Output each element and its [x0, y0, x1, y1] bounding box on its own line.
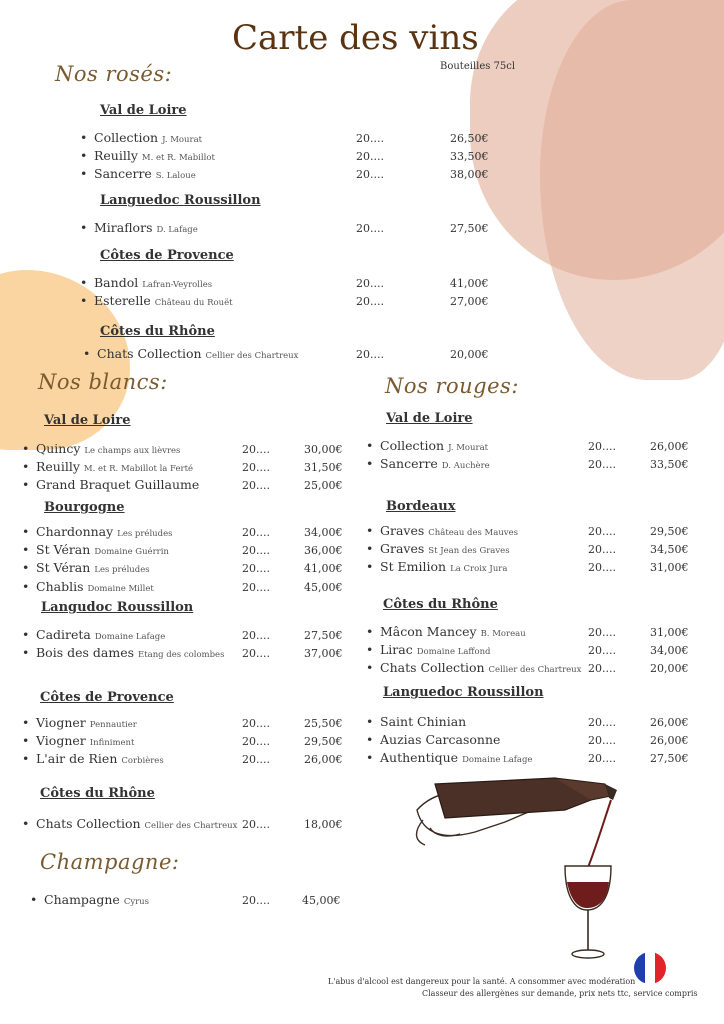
- bullet-icon: •: [22, 715, 30, 730]
- bullet-icon: •: [366, 642, 374, 657]
- bullet-icon: •: [366, 750, 374, 765]
- wine-item: [366, 714, 466, 729]
- bullet-icon: •: [83, 346, 91, 361]
- wine-name: Chablis: [36, 579, 84, 594]
- wine-price: 26,00€: [650, 440, 689, 453]
- french-flag-icon[interactable]: [634, 952, 666, 984]
- wine-price: 36,00€: [304, 544, 343, 557]
- wine-price: 20,00€: [450, 348, 489, 361]
- bullet-icon: •: [80, 130, 88, 145]
- wine-vintage: 20....: [242, 461, 270, 474]
- wine-price: 38,00€: [450, 168, 489, 181]
- wine-item: [80, 130, 202, 145]
- wine-vintage: 20....: [588, 440, 616, 453]
- wine-name: Chats Collection: [36, 816, 141, 831]
- wine-vintage: 20....: [242, 753, 270, 766]
- wine-item: [80, 275, 212, 290]
- wine-producer: Le champs aux lièvres: [84, 446, 181, 456]
- wine-price: 29,50€: [650, 525, 689, 538]
- wine-vintage: 20....: [588, 752, 616, 765]
- wine-vintage: 20....: [588, 525, 616, 538]
- wine-price: 25,50€: [304, 717, 343, 730]
- wine-item: [80, 293, 233, 308]
- wine-name: Champagne: [44, 892, 120, 907]
- wine-vintage: 20....: [242, 629, 270, 642]
- wine-item: [366, 642, 491, 657]
- region-heading: Languedoc Roussillon: [383, 685, 544, 700]
- wine-price: 34,00€: [304, 526, 343, 539]
- wine-producer: Lafran-Veyrolles: [142, 280, 213, 290]
- bullet-icon: •: [30, 892, 38, 907]
- wine-price: 31,00€: [650, 561, 689, 574]
- bullet-icon: •: [80, 275, 88, 290]
- wine-vintage: 20....: [242, 544, 270, 557]
- wine-item: [22, 524, 172, 539]
- wine-vintage: 20....: [242, 894, 270, 907]
- watercolor-splash-pink-2: [540, 0, 724, 380]
- wine-name: St Véran: [36, 560, 91, 575]
- wine-item: [366, 541, 510, 556]
- wine-producer: D. Auchère: [441, 461, 490, 471]
- wine-producer: Cellier des Chartreux: [144, 821, 238, 831]
- wine-item: [22, 542, 169, 557]
- page-title: Carte des vins: [232, 18, 479, 58]
- wine-item: [366, 750, 532, 765]
- flag-red-stripe: [655, 952, 666, 984]
- wine-item: [80, 148, 215, 163]
- wine-producer: Les préludes: [94, 565, 150, 575]
- wine-name: Reuilly: [94, 148, 138, 163]
- bullet-icon: •: [80, 220, 88, 235]
- region-heading: Languedoc Roussillon: [100, 193, 261, 208]
- wine-price: 26,00€: [304, 753, 343, 766]
- bullet-icon: •: [22, 560, 30, 575]
- wine-producer: Domaine Lafage: [94, 632, 166, 642]
- flag-white-stripe: [645, 952, 656, 984]
- wine-price: 27,50€: [650, 752, 689, 765]
- bullet-icon: •: [22, 524, 30, 539]
- wine-vintage: 20....: [356, 168, 384, 181]
- bullet-icon: •: [366, 559, 374, 574]
- wine-vintage: 20....: [588, 644, 616, 657]
- region-heading: Côtes du Rhône: [383, 597, 498, 612]
- wine-vintage: 20....: [242, 647, 270, 660]
- wine-name: Grand Braquet Guillaume: [36, 477, 200, 492]
- wine-producer: S. Laloue: [155, 171, 196, 181]
- wine-producer: D. Lafage: [156, 225, 198, 235]
- bullet-icon: •: [22, 542, 30, 557]
- wine-producer: M. et R. Mabillot la Ferté: [83, 464, 194, 474]
- wine-name: Collection: [380, 438, 445, 453]
- wine-producer: Domaine Laffond: [416, 647, 491, 657]
- wine-name: Sancerre: [94, 166, 152, 181]
- region-heading: Val de Loire: [100, 103, 187, 118]
- wine-name: L'air de Rien: [36, 751, 118, 766]
- wine-price: 26,00€: [650, 716, 689, 729]
- bullet-icon: •: [366, 438, 374, 453]
- wine-name: Mâcon Mancey: [380, 624, 477, 639]
- footer-warning: L'abus d'alcool est dangereux pour la santé. A consommer avec modération: [328, 977, 636, 986]
- wine-vintage: 20....: [588, 543, 616, 556]
- wine-name: Authentique: [380, 750, 459, 765]
- wine-vintage: 20....: [588, 662, 616, 675]
- wine-price: 30,00€: [304, 443, 343, 456]
- wine-producer: J. Mourat: [448, 443, 489, 453]
- wine-name: Chats Collection: [380, 660, 485, 675]
- wine-name: Cadireta: [36, 627, 91, 642]
- wine-vintage: 20....: [356, 277, 384, 290]
- footer-notes: Classeur des allergènes sur demande, prix nets ttc, service compris: [422, 989, 698, 998]
- wine-vintage: 20....: [588, 561, 616, 574]
- wine-name: Graves: [380, 523, 425, 538]
- bullet-icon: •: [366, 523, 374, 538]
- wine-name: Reuilly: [36, 459, 80, 474]
- wine-vintage: 20....: [242, 562, 270, 575]
- wine-item: [22, 477, 199, 492]
- bullet-icon: •: [366, 456, 374, 471]
- wine-item: [22, 441, 180, 456]
- bullet-icon: •: [366, 732, 374, 747]
- wine-name: Chardonnay: [36, 524, 114, 539]
- wine-producer: St Jean des Graves: [428, 546, 510, 556]
- wine-price: 18,00€: [304, 818, 343, 831]
- wine-vintage: 20....: [242, 443, 270, 456]
- region-heading: Côtes du Rhône: [40, 786, 155, 801]
- wine-item: [366, 438, 488, 453]
- wine-item: [366, 624, 526, 639]
- wine-name: Chats Collection: [97, 346, 202, 361]
- region-heading: Langudoc Roussillon: [41, 600, 194, 615]
- wine-price: 20,00€: [650, 662, 689, 675]
- wine-producer: Domaine Millet: [87, 584, 154, 594]
- roses-heading: Nos rosés:: [55, 62, 173, 86]
- region-heading: Bourgogne: [44, 500, 125, 515]
- bullet-icon: •: [22, 579, 30, 594]
- wine-vintage: 20....: [588, 458, 616, 471]
- wine-producer: Château des Mauves: [428, 528, 518, 538]
- wine-producer: Cellier des Chartreux: [488, 665, 582, 675]
- wine-name: Esterelle: [94, 293, 151, 308]
- wine-vintage: 20....: [242, 581, 270, 594]
- bullet-icon: •: [22, 816, 30, 831]
- wine-name: Viogner: [36, 715, 86, 730]
- wine-name: St Véran: [36, 542, 91, 557]
- wine-price: 45,00€: [304, 581, 343, 594]
- rouges-heading: Nos rouges:: [385, 374, 519, 398]
- region-heading: Bordeaux: [386, 499, 456, 514]
- bullet-icon: •: [366, 714, 374, 729]
- region-heading: Côtes de Provence: [40, 690, 174, 705]
- wine-vintage: 20....: [588, 734, 616, 747]
- wine-producer: Domaine Guérrin: [94, 547, 169, 557]
- wine-price: 45,00€: [302, 894, 341, 907]
- wine-name: Saint Chinian: [380, 714, 467, 729]
- wine-name: Viogner: [36, 733, 86, 748]
- wine-producer: Pennautier: [89, 720, 137, 730]
- wine-price: 26,00€: [650, 734, 689, 747]
- wine-producer: Château du Rouët: [154, 298, 233, 308]
- wine-item: [22, 459, 193, 474]
- bullet-icon: •: [366, 660, 374, 675]
- wine-name: Miraflors: [94, 220, 153, 235]
- wine-name: Graves: [380, 541, 425, 556]
- wine-producer: Les préludes: [117, 529, 173, 539]
- wine-producer: Corbières: [121, 756, 164, 766]
- wine-item: [22, 627, 165, 642]
- wine-price: 34,50€: [650, 543, 689, 556]
- wine-item: [80, 220, 198, 235]
- wine-producer: J. Mourat: [162, 135, 203, 145]
- wine-name: Auzias Carcasonne: [380, 732, 501, 747]
- bullet-icon: •: [80, 166, 88, 181]
- wine-producer: Infiniment: [89, 738, 135, 748]
- wine-price: 37,00€: [304, 647, 343, 660]
- bullet-icon: •: [22, 751, 30, 766]
- wine-name: Bandol: [94, 275, 139, 290]
- wine-vintage: 20....: [356, 222, 384, 235]
- wine-price: 33,50€: [450, 150, 489, 163]
- bottle-size-note: Bouteilles 75cl: [440, 61, 516, 72]
- wine-item: [366, 559, 507, 574]
- flag-blue-stripe: [634, 952, 645, 984]
- wine-vintage: 20....: [242, 526, 270, 539]
- bullet-icon: •: [22, 645, 30, 660]
- wine-item: [22, 560, 150, 575]
- wine-name: Sancerre: [380, 456, 438, 471]
- bullet-icon: •: [22, 459, 30, 474]
- region-heading: Côtes du Rhône: [100, 324, 215, 339]
- wine-item: [83, 346, 298, 361]
- wine-item: [22, 816, 237, 831]
- wine-vintage: 20....: [356, 150, 384, 163]
- wine-item: [366, 732, 500, 747]
- wine-item: [22, 579, 154, 594]
- wine-item: [366, 456, 490, 471]
- wine-producer: Cyrus: [123, 897, 150, 907]
- blancs-heading: Nos blancs:: [38, 370, 168, 394]
- wine-name: Collection: [94, 130, 159, 145]
- wine-vintage: 20....: [356, 295, 384, 308]
- bullet-icon: •: [22, 477, 30, 492]
- wine-price: 33,50€: [650, 458, 689, 471]
- bullet-icon: •: [80, 293, 88, 308]
- region-heading: Côtes de Provence: [100, 248, 234, 263]
- bullet-icon: •: [22, 441, 30, 456]
- wine-price: 27,00€: [450, 295, 489, 308]
- wine-producer: Cellier des Chartreux: [205, 351, 299, 361]
- wine-price: 27,50€: [450, 222, 489, 235]
- wine-price: 27,50€: [304, 629, 343, 642]
- wine-name: Quincy: [36, 441, 81, 456]
- wine-name: St Emilion: [380, 559, 447, 574]
- wine-vintage: 20....: [242, 735, 270, 748]
- wine-price: 25,00€: [304, 479, 343, 492]
- wine-price: 34,00€: [650, 644, 689, 657]
- wine-name: Lirac: [380, 642, 413, 657]
- wine-vintage: 20....: [356, 348, 384, 361]
- bullet-icon: •: [366, 624, 374, 639]
- wine-producer: M. et R. Mabillot: [141, 153, 215, 163]
- wine-price: 26,50€: [450, 132, 489, 145]
- wine-producer: B. Moreau: [480, 629, 526, 639]
- wine-price: 31,00€: [650, 626, 689, 639]
- region-heading: Val de Loire: [44, 413, 131, 428]
- wine-item: [30, 892, 149, 907]
- wine-vintage: 20....: [588, 626, 616, 639]
- wine-price: 41,00€: [450, 277, 489, 290]
- wine-price: 41,00€: [304, 562, 343, 575]
- wine-bottle-glass-illustration: [405, 770, 635, 965]
- wine-item: [22, 715, 137, 730]
- wine-vintage: 20....: [588, 716, 616, 729]
- wine-vintage: 20....: [356, 132, 384, 145]
- wine-item: [366, 660, 581, 675]
- wine-producer: Etang des colombes: [138, 650, 225, 660]
- wine-price: 29,50€: [304, 735, 343, 748]
- wine-vintage: 20....: [242, 479, 270, 492]
- wine-item: [366, 523, 518, 538]
- wine-producer: Domaine Lafage: [462, 755, 533, 765]
- region-heading: Val de Loire: [386, 411, 473, 426]
- wine-producer: La Croix Jura: [450, 564, 508, 574]
- bullet-icon: •: [22, 627, 30, 642]
- wine-item: [80, 166, 196, 181]
- wine-item: [22, 751, 164, 766]
- wine-name: Bois des dames: [36, 645, 135, 660]
- bullet-icon: •: [80, 148, 88, 163]
- wine-price: 31,50€: [304, 461, 343, 474]
- bullet-icon: •: [366, 541, 374, 556]
- wine-item: [22, 645, 224, 660]
- wine-item: [22, 733, 134, 748]
- wine-vintage: 20....: [242, 717, 270, 730]
- champagne-heading: Champagne:: [40, 850, 180, 874]
- bullet-icon: •: [22, 733, 30, 748]
- wine-vintage: 20....: [242, 818, 270, 831]
